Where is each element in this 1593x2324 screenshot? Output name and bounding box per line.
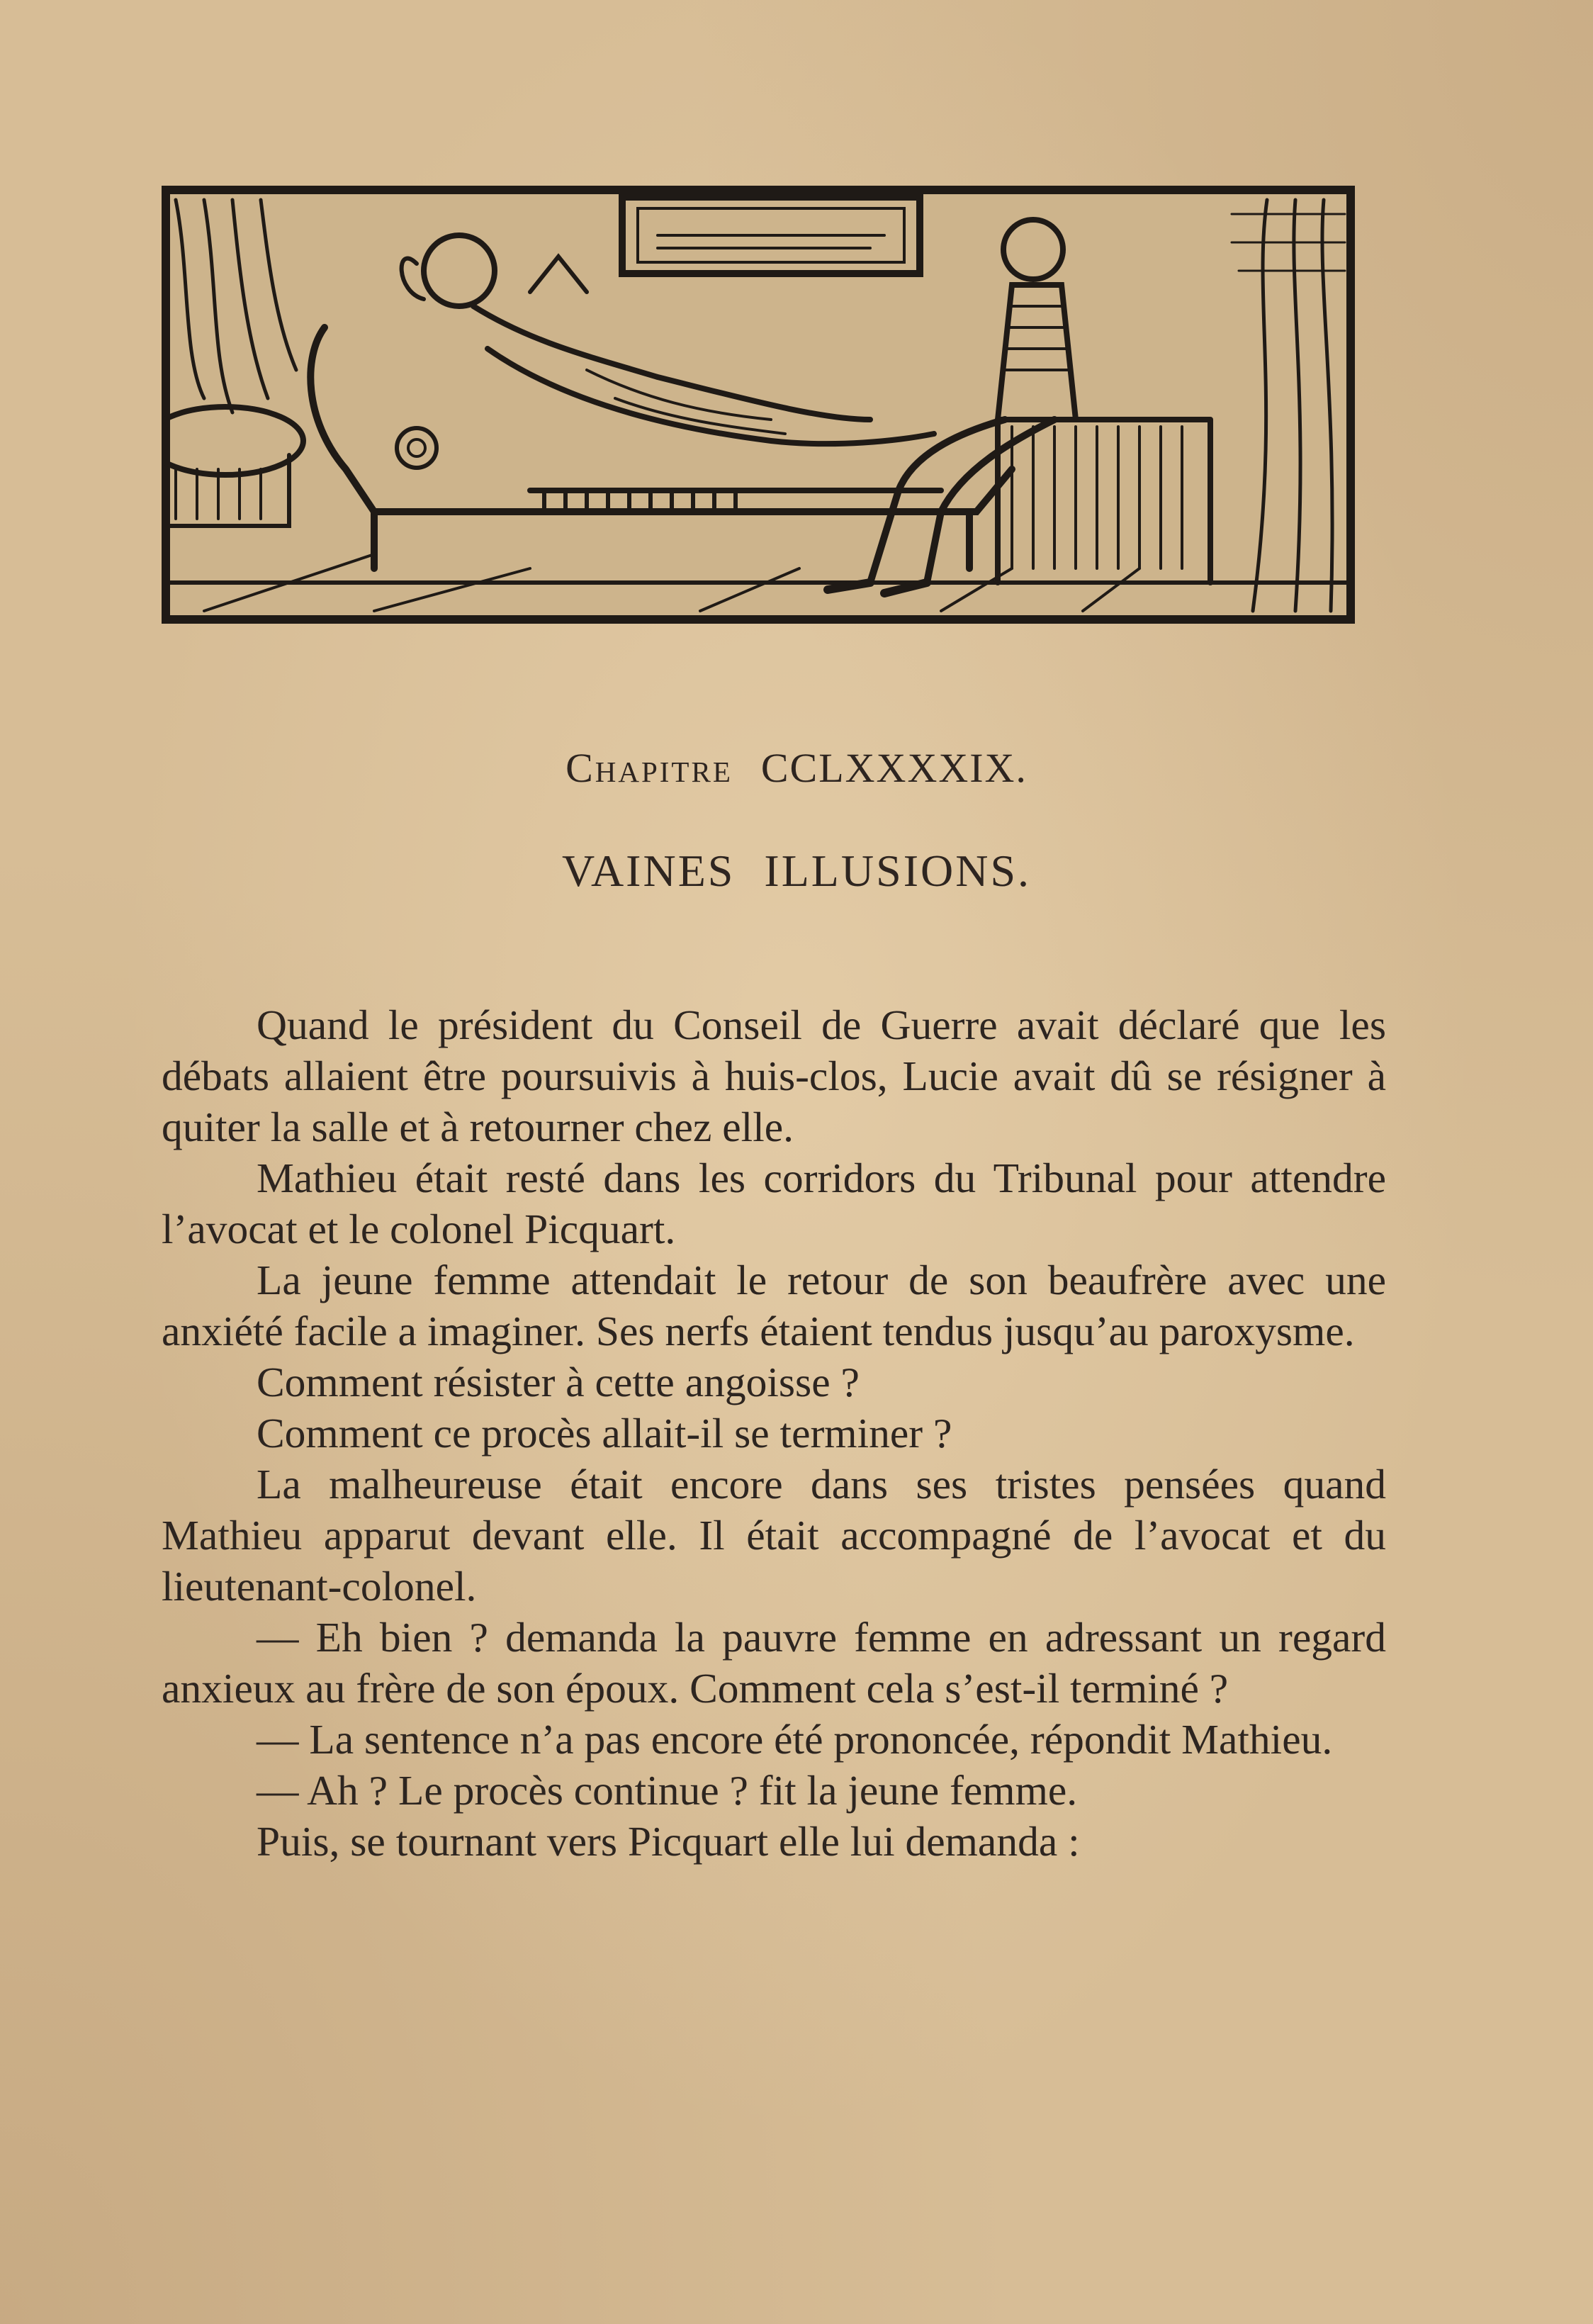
paragraph: Comment ce procès allait-il se terminer ? — [257, 1410, 952, 1456]
engraving-illustration — [162, 186, 1355, 624]
body-text — [162, 999, 1386, 1867]
paragraph: Puis, se tournant vers Picquart elle lui demanda : — [257, 1818, 1080, 1865]
chapter-number: CCLXXXXIX. — [760, 745, 1028, 791]
chapter-heading — [0, 744, 1593, 792]
chapter-label: Chapitre — [565, 745, 733, 791]
paragraph: Mathieu était resté dans les corridors du Tribunal pour attendre l’avocat et le colonel Picquart. — [162, 1155, 1386, 1252]
paragraph: — La sentence n’a pas encore été prononcée, répondit Mathieu. — [257, 1716, 1333, 1763]
paragraph: Comment résister à cette angoisse ? — [257, 1359, 860, 1405]
paragraph: La jeune femme attendait le retour de son beaufrère avec une anxiété facile a imaginer. Ses nerfs étaient tendus jusqu’au paroxysme. — [162, 1257, 1386, 1354]
paragraph: Quand le président du Conseil de Guerre avait déclaré que les débats allaient être poursuivis à huis-clos, Lucie avait dû se résigner à quiter la salle et à retourner chez elle. — [162, 1001, 1386, 1150]
chapter-title: VAINES ILLUSIONS. — [561, 846, 1032, 896]
paragraph: — Eh bien ? demanda la pauvre femme en adressant un regard anxieux au frère de son époux. Comment cela s’est-il terminé ? — [162, 1614, 1386, 1712]
paragraph: La malheureuse était encore dans ses tristes pensées quand Mathieu apparut devant elle. Il était accompagné de l’avocat et du lieutenant-colonel. — [162, 1461, 1386, 1610]
paragraph: — Ah ? Le procès continue ? fit la jeune femme. — [257, 1767, 1078, 1814]
